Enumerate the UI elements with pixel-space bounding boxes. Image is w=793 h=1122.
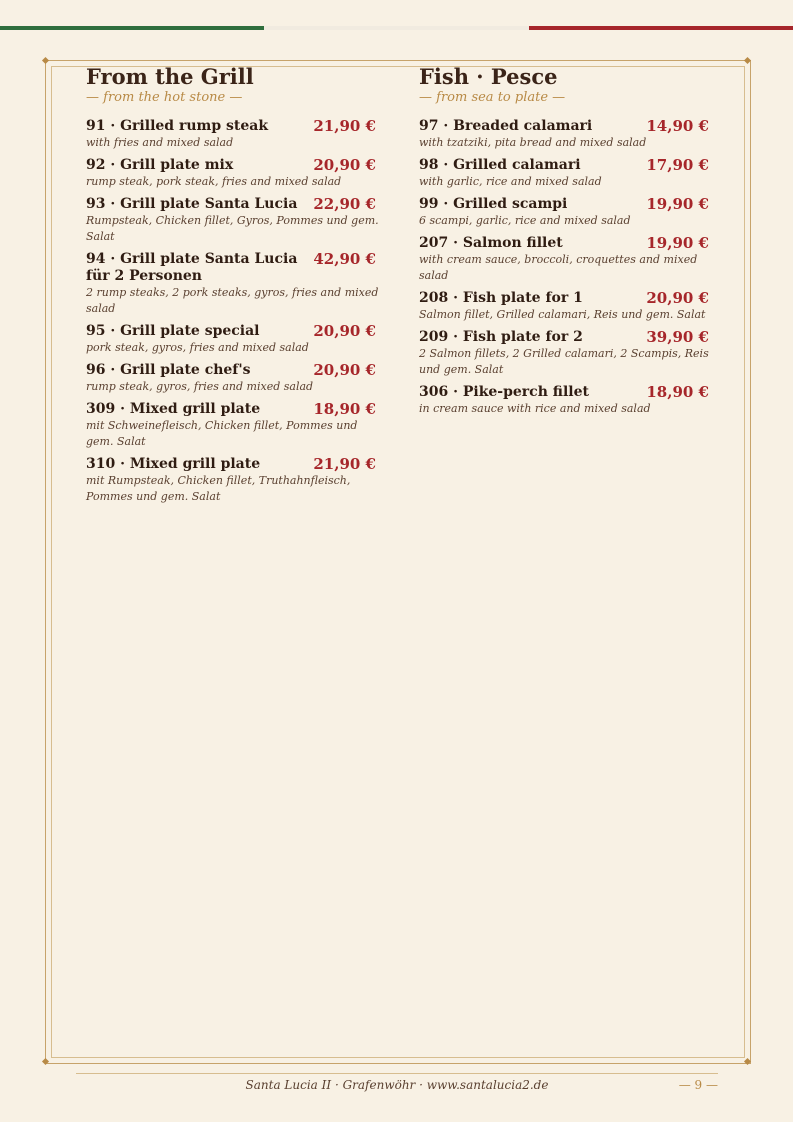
menu-item-price: 21,90 €: [313, 117, 376, 135]
menu-item-description: with tzatziki, pita bread and mixed salad: [419, 136, 647, 149]
menu-item-price: 39,90 €: [646, 328, 709, 346]
menu-item-header: [86, 118, 380, 135]
menu-item: [419, 384, 713, 417]
section-subtitle: — from sea to plate —: [419, 90, 566, 105]
menu-item-header: [419, 118, 713, 135]
menu-item-name: 309 · Mixed grill plate: [86, 401, 261, 417]
menu-item-header: [419, 196, 713, 213]
menu-item: [419, 157, 713, 190]
menu-item-price: 17,90 €: [646, 156, 709, 174]
menu-item: [419, 329, 713, 378]
menu-item-name: 310 · Mixed grill plate: [86, 456, 261, 472]
menu-item-description: 6 scampi, garlic, rice and mixed salad: [419, 214, 631, 227]
footer-divider: [76, 1073, 718, 1074]
menu-section-fish: [419, 64, 713, 423]
menu-item-description: mit Schweinefleisch, Chicken fillet, Pommes und gem. Salat: [86, 419, 358, 448]
flag-stripe-green: [0, 26, 264, 30]
page-number: — 9 —: [678, 1078, 718, 1092]
flag-stripe-white: [264, 26, 529, 30]
menu-item-name: 207 · Salmon fillet: [419, 235, 563, 251]
menu-item-price: 22,90 €: [313, 195, 376, 213]
menu-item-name: 306 · Pike-perch fillet: [419, 384, 589, 400]
menu-item: [86, 196, 380, 245]
menu-item-description: with cream sauce, broccoli, croquettes and mixed salad: [419, 253, 698, 282]
menu-item-name: 94 · Grill plate Santa Lucia für 2 Personen: [86, 251, 298, 284]
menu-item-price: 19,90 €: [646, 195, 709, 213]
menu-item-name: 209 · Fish plate for 2: [419, 329, 583, 345]
menu-item-header: [86, 323, 380, 340]
menu-item: [86, 362, 380, 395]
menu-item-description: Rumpsteak, Chicken fillet, Gyros, Pommes und gem. Salat: [86, 214, 379, 243]
menu-item: [419, 118, 713, 151]
menu-item-header: [419, 329, 713, 346]
menu-item-name: 96 · Grill plate chef's: [86, 362, 251, 378]
menu-item-price: 18,90 €: [646, 383, 709, 401]
section-subtitle: — from the hot stone —: [86, 90, 243, 105]
menu-item-header: [86, 401, 380, 418]
menu-item-price: 14,90 €: [646, 117, 709, 135]
section-title: Fish · Pesce: [419, 64, 558, 89]
menu-section-grill: [86, 64, 380, 511]
menu-item-header: [86, 196, 380, 213]
flag-stripe-red: [529, 26, 793, 30]
menu-item-price: 20,90 €: [313, 156, 376, 174]
menu-item-name: 95 · Grill plate special: [86, 323, 260, 339]
menu-item-description: rump steak, pork steak, fries and mixed salad: [86, 175, 342, 188]
menu-item-description: mit Rumpsteak, Chicken fillet, Truthahnfleisch, Pommes und gem. Salat: [86, 474, 351, 503]
menu-item-description: pork steak, gyros, fries and mixed salad: [86, 341, 309, 354]
menu-item-description: in cream sauce with rice and mixed salad: [419, 402, 651, 415]
menu-item: [86, 157, 380, 190]
menu-item-price: 20,90 €: [313, 361, 376, 379]
menu-item: [419, 196, 713, 229]
menu-item: [419, 290, 713, 323]
menu-item-name: 93 · Grill plate Santa Lucia: [86, 196, 298, 212]
menu-item: [86, 456, 380, 505]
menu-item: [86, 323, 380, 356]
menu-item-header: [86, 157, 380, 174]
menu-item-name: 98 · Grilled calamari: [419, 157, 581, 173]
menu-item: [419, 235, 713, 284]
menu-item-price: 18,90 €: [313, 400, 376, 418]
menu-item-name: 208 · Fish plate for 1: [419, 290, 583, 306]
menu-item-name: 99 · Grilled scampi: [419, 196, 568, 212]
menu-item-description: with garlic, rice and mixed salad: [419, 175, 602, 188]
menu-item-description: with fries and mixed salad: [86, 136, 234, 149]
menu-item: [86, 118, 380, 151]
menu-item-description: rump steak, gyros, fries and mixed salad: [86, 380, 314, 393]
menu-item-header: [419, 290, 713, 307]
menu-item-header: [419, 157, 713, 174]
menu-item-description: 2 Salmon fillets, 2 Grilled calamari, 2 Scampis, Reis und gem. Salat: [419, 347, 709, 376]
menu-item-price: 19,90 €: [646, 234, 709, 252]
menu-item-header: [86, 362, 380, 379]
menu-item-price: 42,90 €: [313, 250, 376, 268]
footer-text: Santa Lucia II · Grafenwöhr · www.santalucia2.de: [245, 1078, 549, 1092]
menu-item-description: 2 rump steaks, 2 pork steaks, gyros, fries and mixed salad: [86, 286, 379, 315]
menu-item-description: Salmon fillet, Grilled calamari, Reis und gem. Salat: [419, 308, 706, 321]
menu-item: [86, 251, 380, 317]
menu-item-list: [86, 118, 380, 505]
menu-item-header: [86, 251, 380, 285]
menu-item-header: [419, 235, 713, 252]
menu-item-price: 20,90 €: [646, 289, 709, 307]
menu-item-name: 91 · Grilled rump steak: [86, 118, 269, 134]
menu-item-list: [419, 118, 713, 417]
menu-item-price: 21,90 €: [313, 455, 376, 473]
menu-item-header: [86, 456, 380, 473]
menu-item-name: 97 · Breaded calamari: [419, 118, 593, 134]
menu-item: [86, 401, 380, 450]
menu-item-name: 92 · Grill plate mix: [86, 157, 234, 173]
menu-item-header: [419, 384, 713, 401]
section-title: From the Grill: [86, 64, 254, 89]
menu-item-price: 20,90 €: [313, 322, 376, 340]
